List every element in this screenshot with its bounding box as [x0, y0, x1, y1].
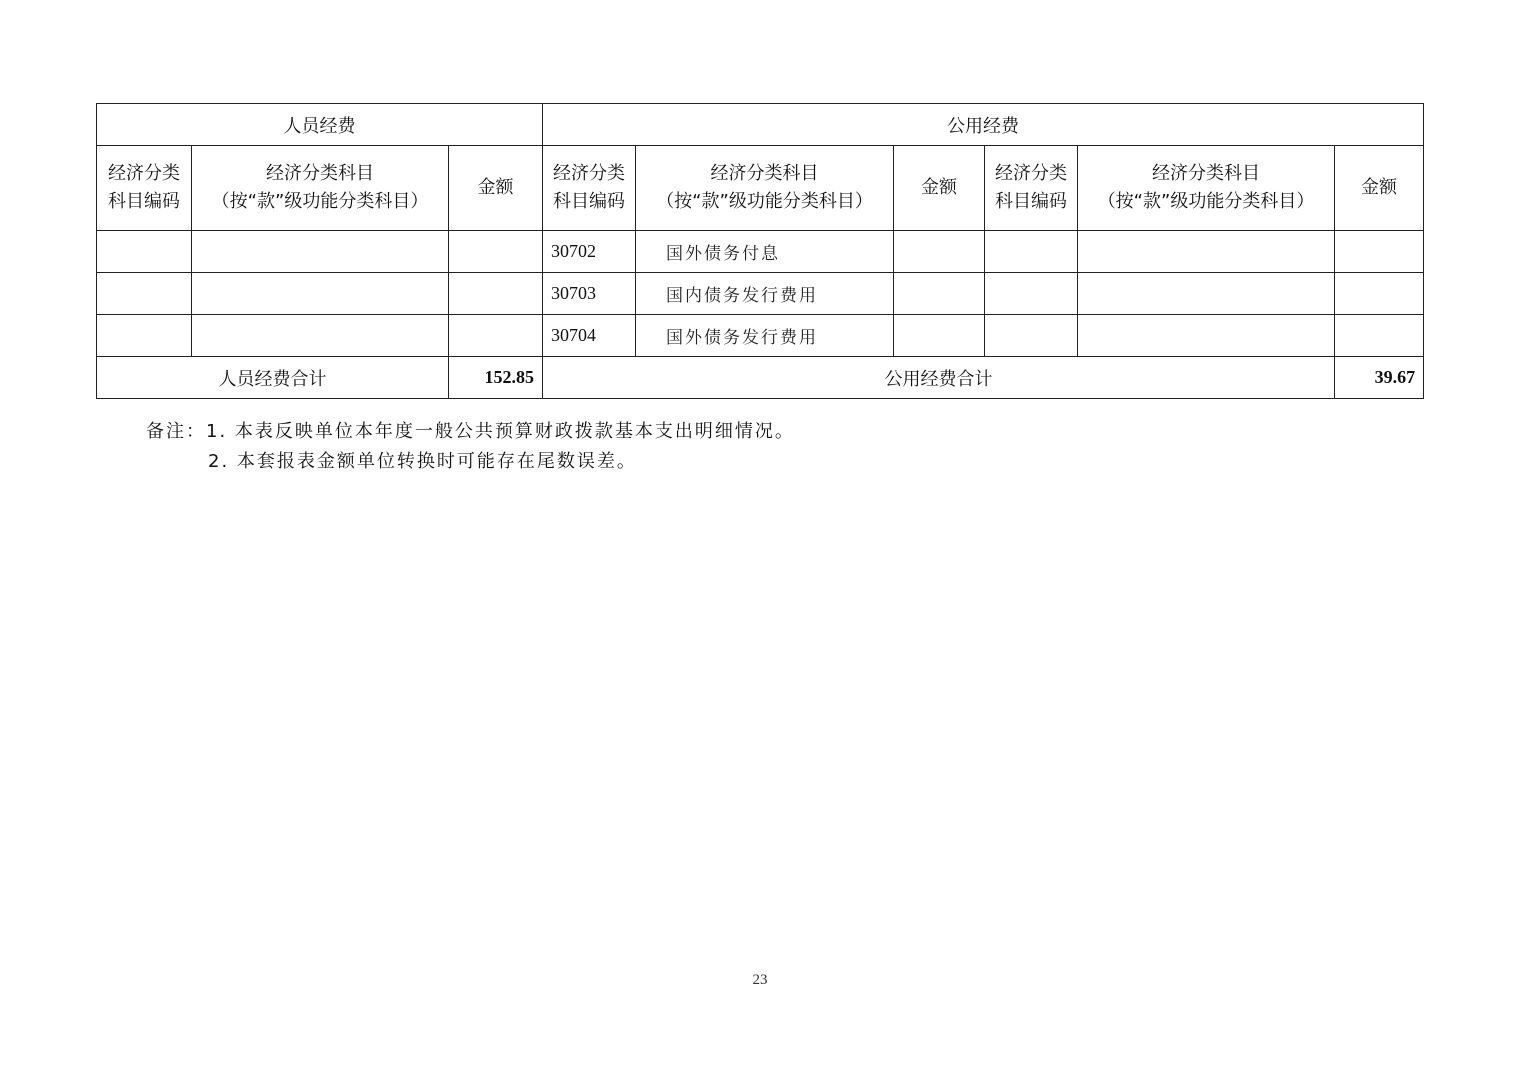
personnel-code-cell — [97, 273, 192, 315]
page-number: 23 — [752, 972, 768, 988]
public-name-cell: 国外债务发行费用 — [636, 315, 894, 357]
public-name-cell-2 — [1078, 273, 1335, 315]
table-row — [97, 315, 1424, 357]
table-row — [97, 231, 1424, 273]
public-code-cell-2 — [985, 315, 1078, 357]
public-amount-cell-2 — [1335, 315, 1424, 357]
col-header-amount: 金额 — [1335, 146, 1424, 231]
col-header-code: 经济分类 科目编码 — [543, 146, 636, 231]
personnel-total-value: 152.85 — [449, 357, 543, 399]
col-header-amount: 金额 — [894, 146, 985, 231]
personnel-code-cell — [97, 231, 192, 273]
notes — [146, 417, 795, 477]
col-header-amount: 金额 — [449, 146, 543, 231]
expenditure-detail-table — [96, 103, 1424, 399]
personnel-total-label: 人员经费合计 — [97, 357, 449, 399]
public-amount-cell — [894, 231, 985, 273]
public-amount-cell-2 — [1335, 273, 1424, 315]
public-code-cell: 30702 — [543, 231, 636, 273]
col-header-subject: 经济分类科目 （按“款”级功能分类科目） — [1078, 146, 1335, 231]
table-row — [97, 273, 1424, 315]
public-name-cell-2 — [1078, 231, 1335, 273]
personnel-name-cell — [192, 315, 449, 357]
col-header-code: 经济分类 科目编码 — [985, 146, 1078, 231]
public-total-label: 公用经费合计 — [543, 357, 1335, 399]
public-name-cell: 国外债务付息 — [636, 231, 894, 273]
col-header-subject: 经济分类科目 （按“款”级功能分类科目） — [192, 146, 449, 231]
personnel-code-cell — [97, 315, 192, 357]
personnel-name-cell — [192, 231, 449, 273]
public-code-cell-2 — [985, 273, 1078, 315]
section-header-row — [97, 104, 1424, 146]
public-code-cell-2 — [985, 231, 1078, 273]
total-row — [97, 357, 1424, 399]
col-header-subject: 经济分类科目 （按“款”级功能分类科目） — [636, 146, 894, 231]
public-code-cell: 30704 — [543, 315, 636, 357]
personnel-name-cell — [192, 273, 449, 315]
public-amount-cell — [894, 273, 985, 315]
public-code-cell: 30703 — [543, 273, 636, 315]
note-line-1: 备注：1. 本表反映单位本年度一般公共预算财政拨款基本支出明细情况。 — [146, 421, 795, 442]
note-line-2: 2. 本套报表金额单位转换时可能存在尾数误差。 — [208, 451, 637, 472]
col-header-code: 经济分类 科目编码 — [97, 146, 192, 231]
public-amount-cell — [894, 315, 985, 357]
column-header-row — [97, 146, 1424, 231]
personnel-amount-cell — [449, 231, 543, 273]
personnel-amount-cell — [449, 273, 543, 315]
public-name-cell: 国内债务发行费用 — [636, 273, 894, 315]
public-total-value: 39.67 — [1335, 357, 1424, 399]
public-amount-cell-2 — [1335, 231, 1424, 273]
public-section-header: 公用经费 — [543, 104, 1424, 146]
personnel-amount-cell — [449, 315, 543, 357]
public-name-cell-2 — [1078, 315, 1335, 357]
personnel-section-header: 人员经费 — [97, 104, 543, 146]
